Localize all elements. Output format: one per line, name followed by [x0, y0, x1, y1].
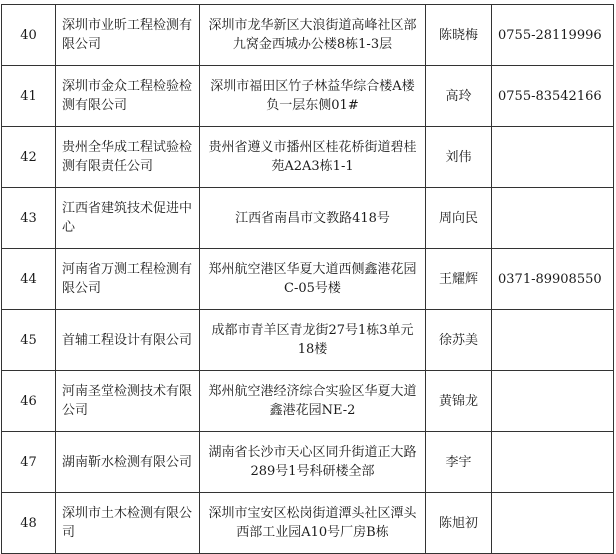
organization-name-cell — [56, 188, 200, 249]
contact-person: 高玲 — [445, 88, 472, 104]
table-row — [2, 5, 614, 66]
organization-address: 深圳市福田区竹子林益华综合楼A楼负一层东侧01# — [210, 79, 415, 113]
organization-address: 贵州省遵义市播州区桂花桥街道碧桂苑A2A3栋1-1 — [208, 140, 417, 174]
contact-phone-cell — [492, 493, 614, 554]
row-number-cell — [2, 249, 56, 310]
organization-name: 深圳市业昕工程检测有限公司 — [62, 18, 193, 52]
organization-address: 郑州航空港经济综合实验区华夏大道鑫港花园NE-2 — [208, 384, 417, 418]
organization-address-cell — [200, 249, 426, 310]
contact-person: 周向民 — [438, 210, 478, 226]
contact-phone-cell — [492, 310, 614, 371]
organization-address-cell — [200, 371, 426, 432]
organization-address-cell — [200, 493, 426, 554]
contact-person-cell — [426, 310, 492, 371]
organization-name: 贵州全华成工程试验检测有限责任公司 — [62, 140, 193, 174]
contact-person: 王耀辉 — [438, 271, 478, 287]
organization-name-cell — [56, 66, 200, 127]
row-number: 44 — [20, 271, 37, 287]
contact-person: 陈晓梅 — [438, 27, 478, 43]
row-number: 47 — [20, 454, 37, 470]
row-number: 40 — [20, 27, 37, 43]
organization-name: 江西省建筑技术促进中心 — [62, 201, 193, 235]
contact-person: 陈旭初 — [438, 515, 478, 531]
organization-name: 湖南靳水检测有限公司 — [62, 454, 193, 470]
contact-phone-cell — [492, 66, 614, 127]
row-number-cell — [2, 310, 56, 371]
organization-address-cell — [200, 310, 426, 371]
contact-person: 刘伟 — [445, 149, 472, 165]
organization-name-cell — [56, 432, 200, 493]
organization-name: 深圳市土木检测有限公司 — [62, 506, 193, 540]
contact-phone-cell — [492, 188, 614, 249]
table-body — [2, 5, 614, 554]
row-number-cell — [2, 432, 56, 493]
row-number-cell — [2, 493, 56, 554]
row-number-cell — [2, 188, 56, 249]
organization-name-cell — [56, 127, 200, 188]
contact-phone-cell — [492, 432, 614, 493]
organization-address: 深圳市宝安区松岗街道潭头社区潭头西部工业园A10号厂房B栋 — [208, 506, 417, 540]
contact-phone: 0755-28119996 — [498, 27, 602, 43]
contact-person: 徐苏美 — [438, 332, 478, 348]
contact-phone: 0755-83542166 — [498, 88, 602, 104]
row-number: 48 — [20, 515, 37, 531]
organization-address: 湖南省长沙市天心区同升街道正大路289号1号科研楼全部 — [208, 445, 417, 479]
contact-person-cell — [426, 5, 492, 66]
contact-person-cell — [426, 127, 492, 188]
organization-address-cell — [200, 188, 426, 249]
row-number-cell — [2, 127, 56, 188]
row-number: 42 — [20, 149, 37, 165]
table-row — [2, 493, 614, 554]
organization-name-cell — [56, 493, 200, 554]
organization-address: 深圳市龙华新区大浪街道高峰社区部九窝金西城办公楼8栋1-3层 — [208, 18, 417, 52]
row-number-cell — [2, 371, 56, 432]
row-number-cell — [2, 5, 56, 66]
organization-name-cell — [56, 249, 200, 310]
row-number-cell — [2, 66, 56, 127]
contact-phone: 0371-89908550 — [498, 271, 602, 287]
table-row — [2, 310, 614, 371]
contact-phone-cell — [492, 371, 614, 432]
organization-address: 成都市青羊区青龙街27号1栋3单元18楼 — [211, 323, 414, 357]
organization-name: 河南圣堂检测技术有限公司 — [62, 384, 193, 418]
organization-address-cell — [200, 432, 426, 493]
row-number: 43 — [20, 210, 37, 226]
organization-name-cell — [56, 5, 200, 66]
contact-person: 李宇 — [445, 454, 472, 470]
contact-person-cell — [426, 371, 492, 432]
table-row — [2, 371, 614, 432]
organization-address-cell — [200, 5, 426, 66]
row-number: 45 — [20, 332, 37, 348]
contact-person-cell — [426, 66, 492, 127]
organization-name-cell — [56, 310, 200, 371]
organization-name: 河南省万测工程检测有限公司 — [62, 262, 193, 296]
table-row — [2, 127, 614, 188]
contact-person-cell — [426, 432, 492, 493]
institution-table — [1, 4, 614, 554]
contact-person-cell — [426, 249, 492, 310]
organization-address-cell — [200, 127, 426, 188]
contact-phone-cell — [492, 249, 614, 310]
table-row — [2, 249, 614, 310]
table-row — [2, 432, 614, 493]
table-row — [2, 188, 614, 249]
table-row — [2, 66, 614, 127]
organization-name: 首辅工程设计有限公司 — [62, 332, 193, 348]
row-number: 46 — [20, 393, 37, 409]
contact-person-cell — [426, 493, 492, 554]
organization-address: 江西省南昌市文教路418号 — [235, 210, 390, 226]
organization-address-cell — [200, 66, 426, 127]
row-number: 41 — [20, 88, 37, 104]
organization-name: 深圳市金众工程检验检测有限公司 — [62, 79, 193, 113]
organization-name-cell — [56, 371, 200, 432]
contact-person: 黄锦龙 — [438, 393, 478, 409]
organization-address: 郑州航空港区华夏大道西侧鑫港花园C-05号楼 — [208, 262, 417, 296]
contact-person-cell — [426, 188, 492, 249]
contact-phone-cell — [492, 5, 614, 66]
contact-phone-cell — [492, 127, 614, 188]
